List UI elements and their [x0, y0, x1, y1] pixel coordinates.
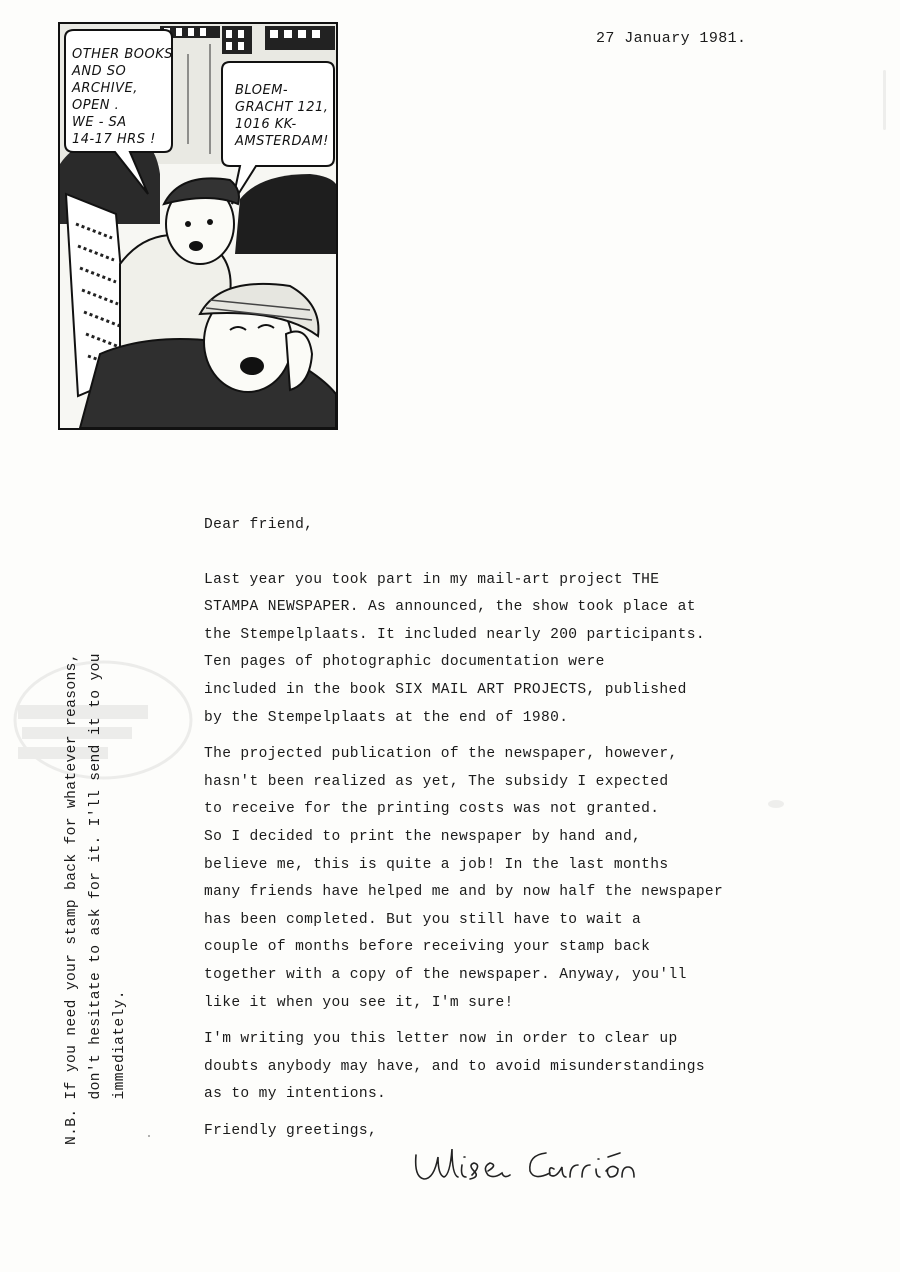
- text-line: together with a copy of the newspaper. Anyway, you'll: [204, 966, 687, 983]
- text-line: I'm writing you this letter now in order to clear up: [204, 1031, 678, 1048]
- text-line: the Stempelplaats. It included nearly 200 participants.: [204, 626, 705, 643]
- letter-body: [204, 512, 774, 1145]
- text-line: to receive for the printing costs was not granted.: [204, 801, 660, 818]
- note-line: immediately.: [112, 990, 128, 1145]
- speech-bubble-address: BLOEM- GRACHT 121, 1016 KK- AMSTERDAM!: [235, 83, 329, 149]
- text-line: STAMPA NEWSPAPER. As announced, the show took place at: [204, 599, 696, 616]
- note-line: N.B. If you need your stamp back for whatever reasons,: [64, 653, 80, 1145]
- letter-date: 27 January 1981.: [596, 30, 747, 47]
- text-line: believe me, this is quite a job! In the last months: [204, 856, 669, 873]
- text-line: has been completed. But you still have to wait a: [204, 911, 642, 928]
- text-line: included in the book SIX MAIL ART PROJECTS, published: [204, 681, 687, 698]
- paragraph-1: [204, 567, 774, 733]
- text-line: couple of months before receiving your stamp back: [204, 939, 651, 956]
- text-line: So I decided to print the newspaper by hand and,: [204, 828, 642, 845]
- text-line: by the Stempelplaats at the end of 1980.: [204, 709, 569, 726]
- speech-bubble-hours: OTHER BOOKS AND SO ARCHIVE, OPEN . WE - SA 14-17 HRS !: [72, 47, 173, 147]
- text-line: Ten pages of photographic documentation were: [204, 654, 605, 671]
- paper-speck: [148, 1135, 150, 1137]
- paper-speck: [883, 70, 886, 130]
- note-line: don't hesitate to ask for it. I'll send it to you: [88, 653, 104, 1145]
- text-line: like it when you see it, I'm sure!: [204, 994, 514, 1011]
- text-line: The projected publication of the newspaper, however,: [204, 746, 678, 763]
- text-line: hasn't been realized as yet, The subsidy I expected: [204, 773, 669, 790]
- text-line: doubts anybody may have, and to avoid misunderstandings: [204, 1058, 705, 1075]
- nb-side-note: [60, 585, 132, 1145]
- paragraph-2: [204, 741, 774, 1017]
- text-line: Last year you took part in my mail-art project THE: [204, 571, 660, 588]
- paper-speck: [768, 800, 784, 808]
- salutation: Dear friend,: [204, 517, 314, 533]
- closing: Friendly greetings,: [204, 1122, 378, 1139]
- paragraph-3: [204, 1026, 774, 1109]
- handwritten-signature: [410, 1135, 650, 1195]
- comic-illustration: [58, 22, 338, 430]
- text-line: as to my intentions.: [204, 1086, 387, 1103]
- text-line: many friends have helped me and by now half the newspaper: [204, 884, 724, 901]
